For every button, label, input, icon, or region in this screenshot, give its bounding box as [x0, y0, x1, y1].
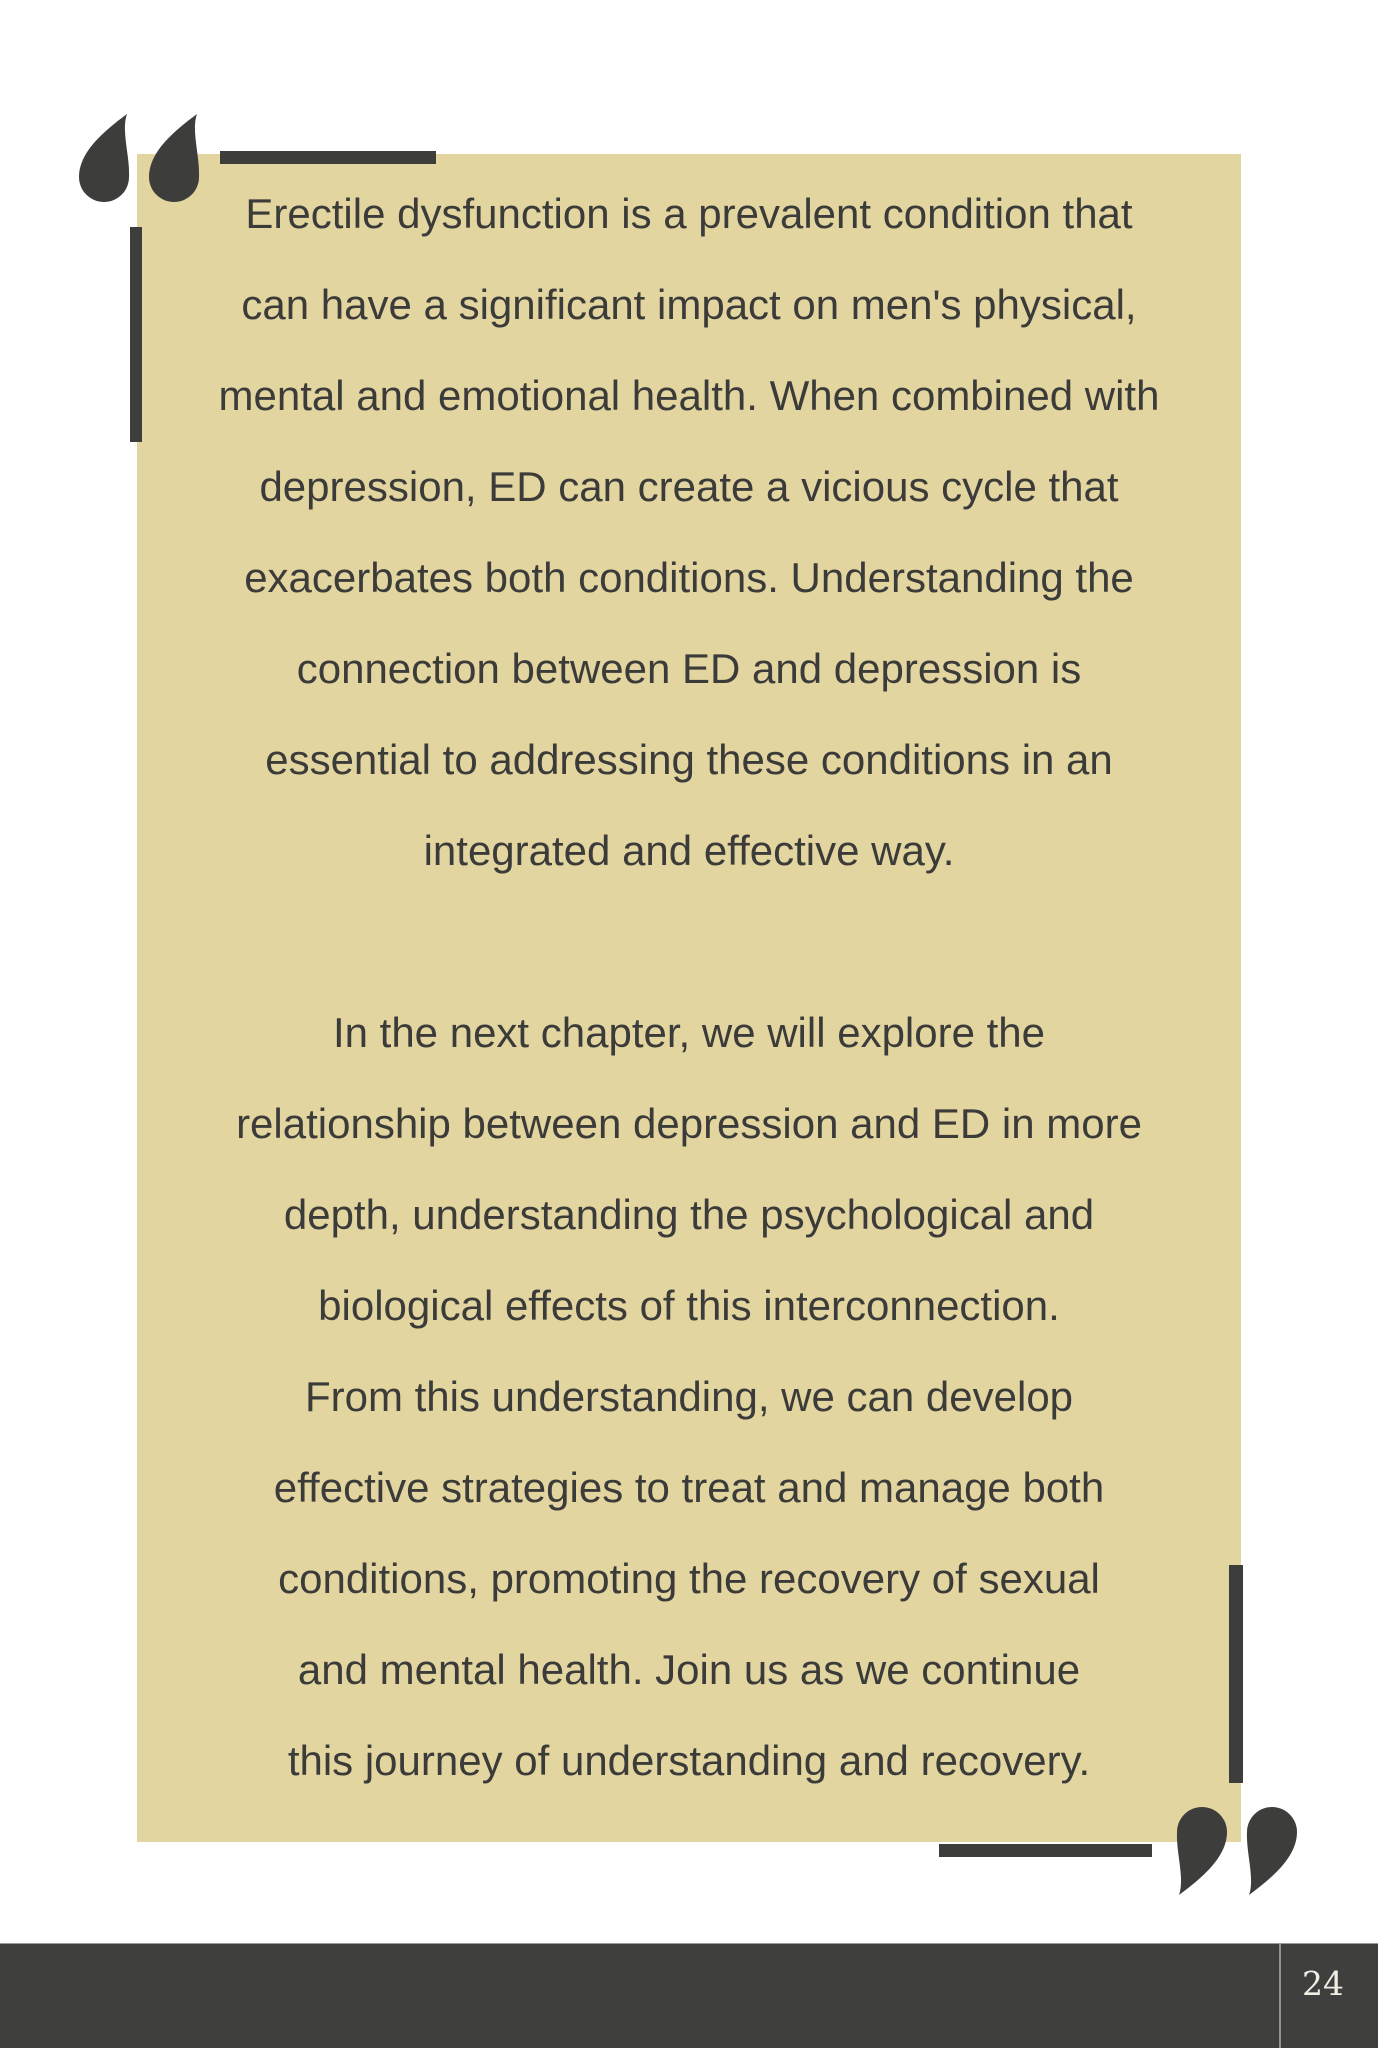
quote-line: essential to addressing these conditions in an	[265, 736, 1113, 783]
quote-line: this journey of understanding and recovery.	[287, 1737, 1091, 1784]
quote-line: mental and emotional health. When combined with	[218, 372, 1160, 419]
quote-line: In the next chapter, we will explore the	[332, 1009, 1046, 1056]
quote-line: and mental health. Join us as we continue	[297, 1646, 1081, 1693]
footer-divider	[1279, 1944, 1281, 2048]
quote-box	[137, 154, 1241, 1842]
quote-line: depth, understanding the psychological and	[283, 1191, 1095, 1238]
quote-line: connection between ED and depression is	[296, 645, 1082, 692]
quote-line: From this understanding, we can develop	[304, 1373, 1074, 1420]
quote-text	[137, 168, 1241, 1806]
quote-line: conditions, promoting the recovery of sexual	[278, 1555, 1100, 1602]
right-accent-bar	[1229, 1565, 1243, 1783]
quote-line: Erectile dysfunction is a prevalent condition that	[245, 190, 1133, 237]
quote-line: exacerbates both conditions. Understanding the	[244, 554, 1134, 601]
opening-double-quote-icon	[77, 114, 201, 204]
left-accent-bar	[130, 227, 142, 442]
page-number: 24	[1302, 1964, 1344, 2003]
quote-line: depression, ED can create a vicious cycle that	[259, 463, 1119, 510]
quote-line: integrated and effective way.	[423, 827, 955, 874]
page-footer	[0, 1943, 1378, 2048]
quote-line: can have a significant impact on men's physical,	[241, 281, 1137, 328]
quote-line: relationship between depression and ED in more	[236, 1100, 1142, 1147]
bottom-accent-bar	[939, 1844, 1152, 1857]
top-accent-bar	[220, 151, 436, 164]
closing-double-quote-icon	[1175, 1805, 1299, 1895]
quote-line: effective strategies to treat and manage both	[273, 1464, 1105, 1511]
quote-line: biological effects of this interconnection.	[318, 1282, 1060, 1329]
